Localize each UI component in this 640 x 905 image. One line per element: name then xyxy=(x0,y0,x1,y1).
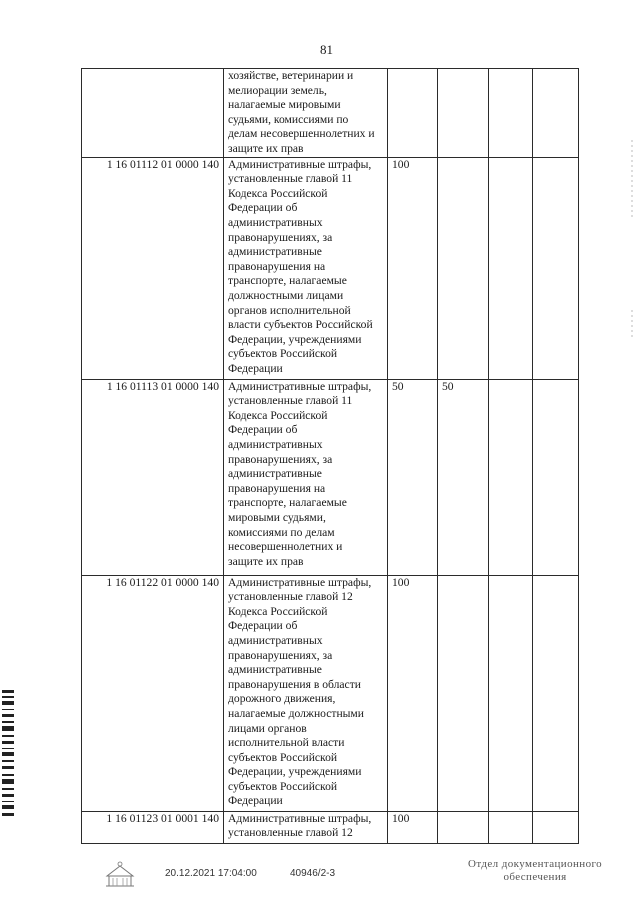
row-name xyxy=(224,69,388,158)
name-line: налагаемые мировыми xyxy=(228,98,341,112)
table-row xyxy=(82,157,579,379)
value-cell: 50 xyxy=(388,379,438,575)
value-cell xyxy=(438,575,489,811)
name-line: хозяйстве, ветеринарии и xyxy=(228,69,354,82)
name-line: Административные штрафы, xyxy=(228,157,372,171)
value-cell: 50 xyxy=(438,379,489,575)
name-line: административных xyxy=(228,215,323,229)
table-row xyxy=(82,575,579,811)
name-line: власти субъектов Российской xyxy=(228,318,373,332)
value-cell xyxy=(388,69,438,158)
table-row xyxy=(82,69,579,158)
row-code: 1 16 01122 01 0000 140 xyxy=(82,575,224,811)
budget-table xyxy=(81,68,579,844)
value-cell xyxy=(533,811,579,843)
row-name xyxy=(224,157,388,379)
name-line: установленные главой 11 xyxy=(228,172,353,186)
name-line: дорожного движения, xyxy=(228,692,336,706)
name-line: административные xyxy=(228,663,322,677)
name-line: исполнительной власти xyxy=(228,736,345,750)
name-line: правонарушения на xyxy=(228,481,326,495)
value-cell: 100 xyxy=(388,157,438,379)
name-line: установленные главой 11 xyxy=(228,394,353,408)
name-line: административных xyxy=(228,437,323,451)
table-row xyxy=(82,811,579,843)
name-line: правонарушения в области xyxy=(228,677,361,691)
footer-document-number: 40946/2-3 xyxy=(290,868,336,879)
name-line: правонарушениях, за xyxy=(228,230,333,244)
name-line: защите их прав xyxy=(228,554,304,568)
name-line: Федерации, учреждениями xyxy=(228,765,362,779)
name-line: субъектов Российской xyxy=(228,750,338,764)
name-line: Федерации, учреждениями xyxy=(228,332,362,346)
name-line: административные xyxy=(228,245,322,259)
name-line: правонарушениях, за xyxy=(228,648,333,662)
name-line: Административные штрафы, xyxy=(228,575,372,589)
name-line: Административные штрафы, xyxy=(228,379,372,393)
value-cell xyxy=(533,379,579,575)
name-line: судьями, комиссиями по xyxy=(228,112,349,126)
name-line: должностными лицами xyxy=(228,288,344,302)
value-cell xyxy=(489,379,533,575)
name-line: Административные штрафы, xyxy=(228,811,372,825)
name-line: Федерации об xyxy=(228,423,298,437)
value-cell: 100 xyxy=(388,575,438,811)
value-cell xyxy=(533,157,579,379)
value-cell xyxy=(489,157,533,379)
name-line: правонарушения на xyxy=(228,259,326,273)
value-cell xyxy=(438,69,489,158)
name-line: транспорте, налагаемые xyxy=(228,274,347,288)
value-cell xyxy=(438,811,489,843)
name-line: налагаемые должностными xyxy=(228,706,364,720)
row-name xyxy=(224,379,388,575)
scan-marks xyxy=(628,140,636,400)
name-line: Федерации xyxy=(228,361,283,375)
value-cell xyxy=(489,575,533,811)
value-cell xyxy=(533,69,579,158)
footer-timestamp: 20.12.2021 17:04:00 xyxy=(165,868,257,879)
name-line: установленные главой 12 xyxy=(228,590,353,604)
value-cell: 100 xyxy=(388,811,438,843)
name-line: Федерации xyxy=(228,794,283,808)
name-line: Кодекса Российской xyxy=(228,604,328,618)
row-code: 1 16 01123 01 0001 140 xyxy=(82,811,224,843)
name-line: комиссиями по делам xyxy=(228,525,335,539)
row-code: 1 16 01113 01 0000 140 xyxy=(82,379,224,575)
name-line: защите их прав xyxy=(228,141,304,155)
row-name xyxy=(224,575,388,811)
name-line: мелиорации земель, xyxy=(228,83,327,97)
page-number: 81 xyxy=(320,42,333,57)
stamp-line: Отдел документационного xyxy=(468,858,603,870)
value-cell xyxy=(489,69,533,158)
name-line: Федерации об xyxy=(228,201,298,215)
department-stamp xyxy=(468,858,602,884)
name-line: субъектов Российской xyxy=(228,347,338,361)
name-line: Кодекса Российской xyxy=(228,186,328,200)
row-name xyxy=(224,811,388,843)
value-cell xyxy=(489,811,533,843)
name-line: правонарушениях, за xyxy=(228,452,333,466)
row-code: 1 16 01112 01 0000 140 xyxy=(82,157,224,379)
table-row xyxy=(82,379,579,575)
value-cell xyxy=(438,157,489,379)
name-line: органов исполнительной xyxy=(228,303,351,317)
stamp-line: обеспечения xyxy=(503,871,567,883)
name-line: установленные главой 12 xyxy=(228,826,353,840)
name-line: Федерации об xyxy=(228,619,298,633)
name-line: делам несовершеннолетних и xyxy=(228,127,375,141)
name-line: Кодекса Российской xyxy=(228,408,328,422)
name-line: мировыми судьями, xyxy=(228,510,326,524)
emblem-icon xyxy=(103,860,137,888)
row-code xyxy=(82,69,224,158)
value-cell xyxy=(533,575,579,811)
name-line: административные xyxy=(228,467,322,481)
name-line: субъектов Российской xyxy=(228,779,338,793)
barcode-icon xyxy=(2,690,14,820)
name-line: административных xyxy=(228,633,323,647)
name-line: несовершеннолетних и xyxy=(228,540,343,554)
name-line: лицами органов xyxy=(228,721,307,735)
name-line: транспорте, налагаемые xyxy=(228,496,347,510)
